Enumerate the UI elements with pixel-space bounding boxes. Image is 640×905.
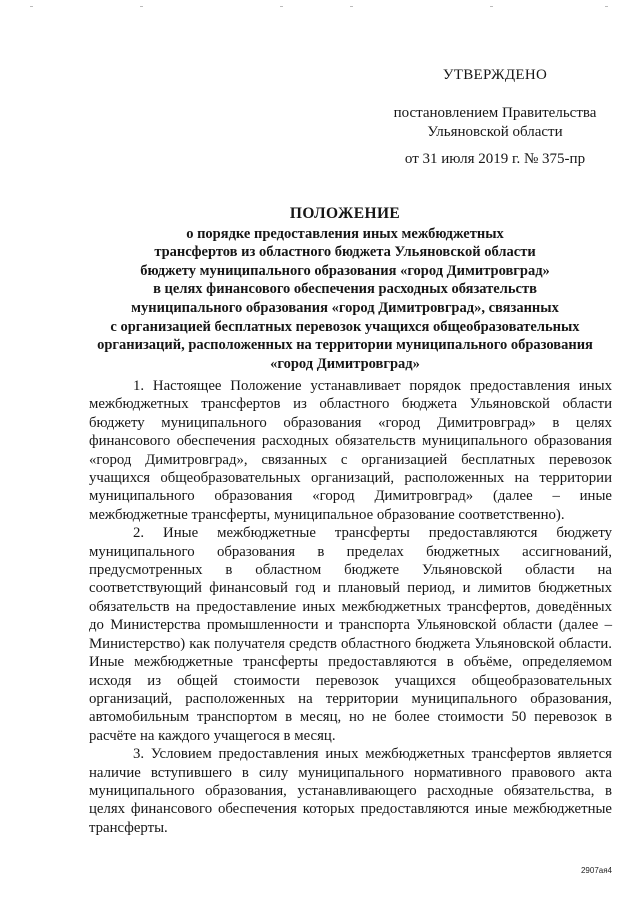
paragraph-2: 2. Иные межбюджетные трансферты предоставляются бюджету муниципального образования в пределах бюджетных ассигнований, предусмотренных в областном бюджете Ульяновской области на соответствующий финансовый год и плановый период, и лимитов бюджетных обязательств на предоставление иных межбюджетных трансфертов, доведённых до Министерства промышленности и транспорта Ульяновской области (далее – Министерство) как получателя средств областного бюджета Ульяновской области. Иные межбюджетные трансферты предоставляются в объёме, определяемом исходя из общей стоимости перевозок учащихся общеобразовательных организаций, расположенных на территории муниципального образования, автомобильным транспортом в месяц, но не более стоимости 50 перевозок в расчёте на каждого учащегося в месяц. bbox=[89, 525, 612, 744]
scan-artifacts bbox=[20, 6, 620, 8]
title-line: в целях финансового обеспечения расходных обязательств bbox=[153, 281, 537, 298]
paragraph-1: 1. Настоящее Положение устанавливает порядок предоставления иных межбюджетных трансфертов из областного бюджета Ульяновской области бюджету муниципального образования «город Димитровград» в целях финансового обеспечения расходных обязательств муниципального образования «город Димитровград», связанных с организацией бесплатных перевозок учащихся общеобразовательных организаций, расположенных на территории муниципального образования «город Димитровград» (далее – иные межбюджетные трансферты, муниципальное образование соответственно). bbox=[89, 378, 612, 523]
document-body bbox=[89, 377, 612, 837]
title-line: «город Димитровград» bbox=[270, 355, 420, 372]
document-title bbox=[80, 205, 610, 373]
title-line: бюджету муниципального образования «город Димитровград» bbox=[140, 262, 550, 279]
document-code: 2907ая4 bbox=[580, 866, 612, 875]
paragraph-3: 3. Условием предоставления иных межбюджетных трансфертов является наличие вступившего в силу муниципального нормативного правового акта муниципального образования, устанавливающего расходные обязательства, в целях финансового обеспечения которых предоставляются иные межбюджетные трансферты. bbox=[89, 746, 612, 836]
approval-date: от 31 июля 2019 г. № 375-пр bbox=[404, 151, 586, 167]
title-line: с организацией бесплатных перевозок учащихся общеобразовательных bbox=[110, 318, 580, 335]
title-line: организаций, расположенных на территории муниципального образования bbox=[97, 337, 593, 354]
title-line: трансфертов из областного бюджета Ульяновской области bbox=[154, 244, 536, 261]
title-heading: ПОЛОЖЕНИЕ bbox=[289, 205, 401, 222]
title-line: о порядке предоставления иных межбюджетных bbox=[186, 225, 504, 242]
approval-resolution bbox=[380, 104, 610, 142]
approval-stamp-word: УТВЕРЖДЕНО bbox=[442, 67, 548, 83]
resolution-line: Ульяновской области bbox=[427, 124, 563, 140]
title-line: муниципального образования «город Димитровград», связанных bbox=[131, 299, 559, 316]
resolution-line: постановлением Правительства bbox=[393, 105, 597, 121]
